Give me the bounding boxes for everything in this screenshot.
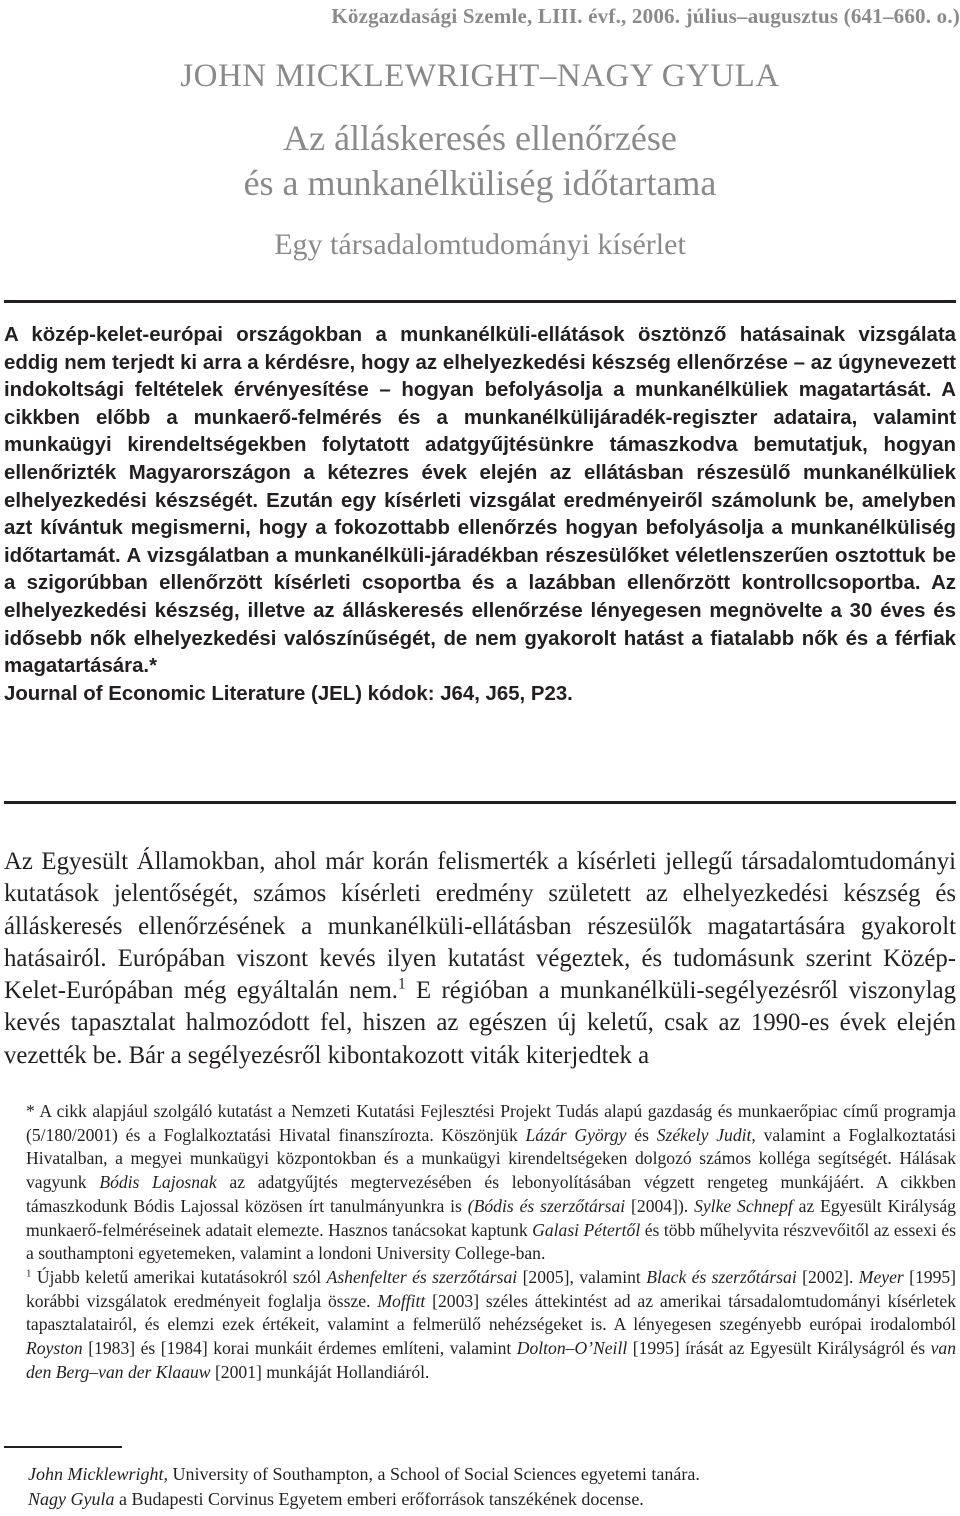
fn-star-italic-1: Lázár György (525, 1124, 627, 1145)
jel-codes: Journal of Economic Literature (JEL) kódok: J64, J65, P23. (4, 682, 573, 705)
footnote-1-marker: 1 (26, 1267, 32, 1280)
fn1-text-6: [1983] és [1984] korai munkáit érdemes említeni, valamint (82, 1338, 517, 1359)
abstract-divider (4, 801, 956, 804)
fn-star-text-5: [2004]). (625, 1195, 695, 1216)
fn-star-text-3: valamint a Foglalkoztatási Hivatalban, a megyei munkaügyi központokban és a munkaügyi kirendeltségeken dolgozó számos kolléga segítségét. Hálásak vagyunk (26, 1124, 956, 1193)
fn1-text-7: [1995] írását az Egyesült Királyságról és (627, 1338, 931, 1359)
journal-citation: Közgazdasági Szemle, LIII. évf., 2006. július–augusztus (641–660. o.) (331, 4, 960, 28)
affiliation-2-name: Nagy Gyula (28, 1489, 115, 1509)
footnotes (4, 1100, 956, 1384)
fn-star-italic-5: Sylke Schnepf (694, 1195, 793, 1216)
body-paragraph (4, 846, 956, 1072)
fn-star-italic-3: Bódis Lajosnak (99, 1172, 217, 1193)
fn1-italic-7: van den Berg–van der Klaauw (26, 1338, 956, 1382)
fn-star-text-1: * A cikk alapjául szolgáló kutatást a Nemzeti Kutatási Fejlesztési Projekt Tudás alapú gazdaság és munkaerőpiac című programja (5/180/2001) és a Foglalkoztatási Hivatal finanszírozta. Köszönjük (26, 1101, 956, 1145)
affiliation-divider (4, 1446, 122, 1448)
fn-star-italic-4: (Bódis és szerzőtársai (467, 1195, 626, 1216)
abstract (4, 322, 956, 708)
fn1-italic-2: Black és szerzőtársai (646, 1266, 797, 1287)
footnote-star (4, 1100, 956, 1266)
fn-star-text-7: és több műhelyvita részvevőitől az essexi és a southamptoni egyetemeken, valamint a londoni University College-ban. (26, 1219, 956, 1264)
fn-star-text-2: és (626, 1124, 657, 1145)
affiliation-2-text: a Budapesti Corvinus Egyetem emberi erőforrások tanszékének docense. (114, 1489, 644, 1509)
top-divider (4, 300, 956, 303)
affiliation-1-text: University of Southampton, a School of Social Sciences egyetemi tanára. (167, 1464, 700, 1484)
footnote-1 (4, 1266, 956, 1385)
fn1-text-1: Újabb keletű amerikai kutatásokról szól (31, 1266, 327, 1287)
title-line-2: és a munkanélküliség időtartama (243, 163, 717, 203)
fn1-italic-5: Royston (26, 1338, 83, 1359)
fn-star-italic-2: Székely Judit, (656, 1124, 756, 1145)
fn1-text-5: [2003] széles áttekintést ad az amerikai társadalomtudományi kísérletek tapasztalatairól, és elemzi ezek értékeit, valamint a felmerülő nehézségeket is. A lényegesen szegényebb európai irodalomból (26, 1290, 956, 1335)
body-text-part-2: E régióban a munkanélküli-segélyezésről viszonylag kevés tapasztalat halmozódott fel, hiszen az egészen új keletű, csak az 1990-es évek elején vezették be. Bár a segélyezésről kibontakozott viták kiterjedtek a (4, 977, 957, 1069)
body-text-part-1: Az Egyesült Államokban, ahol már korán felismerték a kísérleti jellegű társadalomtudományi kutatások jelentőségét, számos kísérleti eredmény született az elhelyezkedési készség és álláskeresés ellenőrzésének a munkanélküli-ellátásban részesülők magatartására gyakorolt hatásairól. Európában viszont kevés ilyen kutatást végeztek, és tudomásunk szerint Közép-Kelet-Európában még egyáltalán nem. (4, 848, 956, 1005)
affiliation-1 (28, 1462, 958, 1487)
fn1-italic-6: Dolton–O’Neill (516, 1338, 628, 1359)
fn1-text-8: [2001] munkáját Hollandiáról. (210, 1361, 430, 1382)
fn1-text-2: [2005], valamint (517, 1266, 647, 1287)
footnote-1-reference[interactable]: 1 (397, 975, 406, 993)
fn1-italic-1: Ashenfelter és szerzőtársai (326, 1266, 518, 1287)
fn-star-italic-6: Galasi Pétertől (532, 1219, 641, 1240)
article-authors: JOHN MICKLEWRIGHT–NAGY GYULA (180, 58, 780, 94)
author-affiliations (28, 1462, 958, 1512)
affiliation-2 (28, 1487, 958, 1512)
affiliation-1-name: John Micklewright, (28, 1464, 168, 1484)
title-line-1: Az álláskeresés ellenőrzése (283, 118, 677, 158)
fn1-text-3: [2002]. (796, 1266, 859, 1287)
fn-star-text-4: az adatgyűjtés megtervezésében és lebonyolításában végzett rengeteg munkájáért. A cikkben támaszkodunk Bódis Lajossal közösen írt tanulmányunkra is (26, 1172, 956, 1216)
fn1-italic-4: Moffitt (377, 1290, 426, 1311)
fn1-italic-3: Meyer (858, 1266, 904, 1287)
article-title (0, 116, 960, 206)
fn-star-text-6: az Egyesült Királyság munkaerő-felméréseinek adatait elemezte. Hasznos tanácsokat kaptunk (26, 1195, 956, 1240)
abstract-text: A közép-kelet-európai országokban a munkanélküli-ellátások ösztönző hatásainak vizsgálata eddig nem terjedt ki arra a kérdésre, hogy az elhelyezkedési készség ellenőrzése – az úgynevezett indokoltsági feltételek érvényesítése – hogyan befolyásolja a munkanélküliek magatartását. A cikkben előbb a munkaerő-felmérés és a munkanélkülijáradék-regiszter adataira, valamint munkaügyi kirendeltségekben folytatott adatgyűjtésünkre támaszkodva bemutatjuk, hogyan ellenőrizték Magyarországon a kétezres évek elején az ellátásban részesülő munkanélküliek elhelyezkedési készségét. Ezután egy kísérleti vizsgálat eredményeiről számolunk be, amelyben azt kívántuk megismerni, hogy a fokozottabb ellenőrzés hogyan befolyásolja a munkanélküliség időtartamát. A vizsgálatban a munkanélküli-járadékban részesülőket véletlenszerűen osztottuk be a szigorúbban ellenőrzött kísérleti csoportba és a lazábban ellenőrzött kontrollcsoportba. Az elhelyezkedési készség, illetve az álláskeresés ellenőrzése lényegesen megnövelte a 30 éves és idősebb nők elhelyezkedési valószínűségét, de nem gyakorolt hatást a fiatalabb nők és a férfiak magatartására.* (4, 324, 956, 678)
article-subtitle: Egy társadalomtudományi kísérlet (274, 228, 686, 261)
fn1-text-4: [1995] korábbi vizsgálatok eredményeit foglalja össze. (26, 1266, 957, 1311)
